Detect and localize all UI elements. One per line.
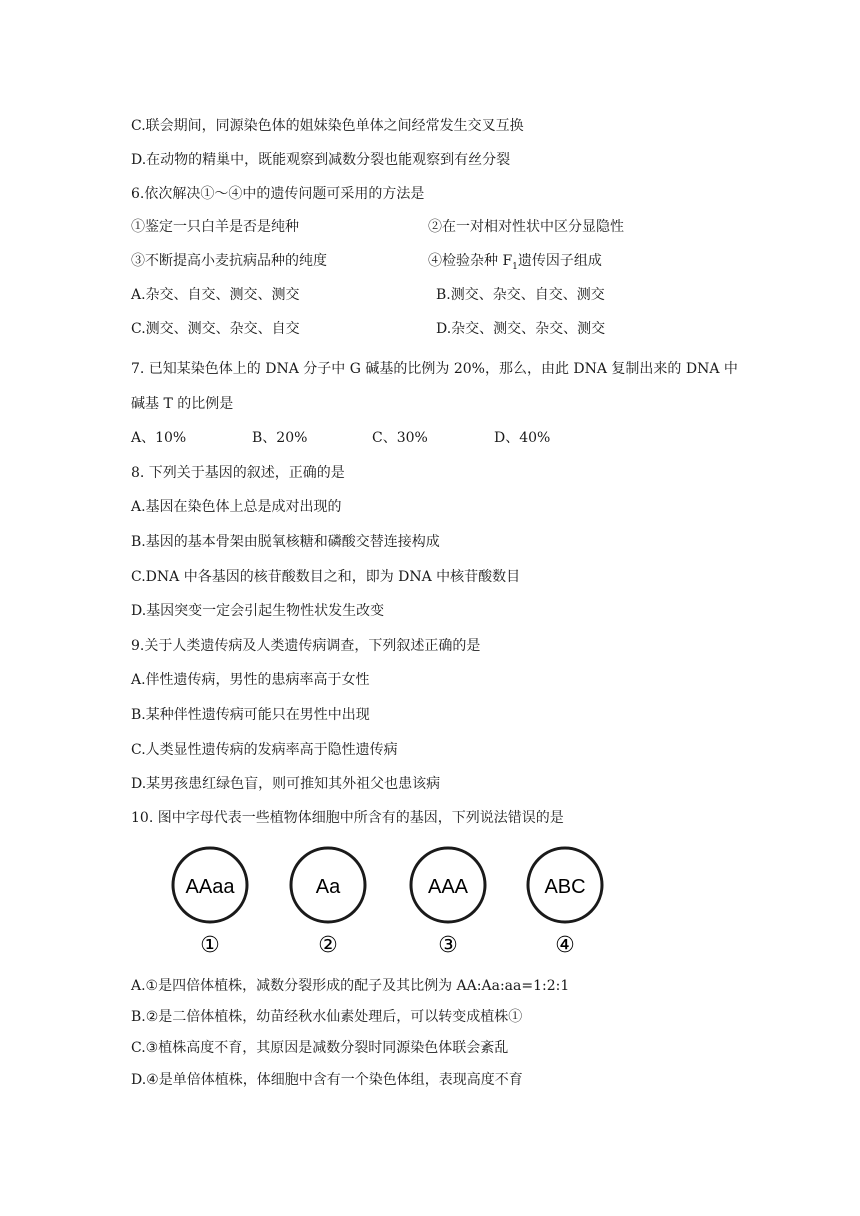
question-7-line2: 碱基 T 的比例是: [131, 396, 234, 412]
q7-option-c: C、30%: [372, 430, 428, 446]
cell-4: [528, 848, 602, 958]
q6-item-1: ①鉴定一只白羊是否是纯种: [131, 219, 299, 235]
question-6: 6.依次解决①～④中的遗传问题可采用的方法是: [131, 186, 425, 202]
question-7-line1: 7. 已知某染色体上的 DNA 分子中 G 碱基的比例为 20%，那么，由此 DNA 复制出来的 DNA 中: [131, 361, 738, 377]
question-10: 10. 图中字母代表一些植物体细胞中所含有的基因，下列说法错误的是: [131, 810, 564, 826]
cell-1-number: ①: [200, 933, 220, 958]
line-q5-c: C.联会期间，同源染色体的姐妹染色单体之间经常发生交叉互换: [131, 118, 524, 134]
cell-3-number: ③: [438, 933, 458, 958]
q6-item-4-text: ④检验杂种 F: [428, 253, 513, 269]
cell-4-genes: ABC: [544, 876, 586, 898]
q8-option-b: B.基因的基本骨架由脱氧核糖和磷酸交替连接构成: [131, 534, 440, 550]
q9-option-d: D.某男孩患红绿色盲，则可推知其外祖父也患该病: [131, 776, 441, 792]
q6-item-4: [428, 251, 602, 277]
cell-4-number: ④: [555, 933, 575, 958]
q8-option-d: D.基因突变一定会引起生物性状发生改变: [131, 603, 385, 619]
q6-option-d: D.杂交、测交、杂交、测交: [436, 321, 606, 337]
q7-option-a: A、10%: [131, 430, 187, 446]
question-8: 8. 下列关于基因的叙述，正确的是: [131, 465, 345, 481]
q6-option-a: A.杂交、自交、测交、测交: [131, 287, 300, 303]
q7-option-b: B、20%: [252, 430, 308, 446]
q10-option-b: B.②是二倍体植株，幼苗经秋水仙素处理后，可以转变成植株①: [131, 1009, 523, 1025]
q6-item-4-sub: 1: [512, 261, 518, 272]
q7-option-d: D、40%: [494, 430, 551, 446]
cell-3-genes: AAA: [427, 876, 469, 898]
cell-1-genes: AAaa: [185, 876, 235, 898]
q8-option-c: C.DNA 中各基因的核苷酸数目之和，即为 DNA 中核苷酸数目: [131, 569, 521, 585]
cell-2-number: ②: [318, 933, 338, 958]
q10-option-c: C.③植株高度不育，其原因是减数分裂时同源染色体联会紊乱: [131, 1040, 509, 1056]
q8-option-a: A.基因在染色体上总是成对出现的: [131, 499, 342, 515]
q6-item-2: ②在一对相对性状中区分显隐性: [428, 219, 624, 235]
question-9: 9.关于人类遗传病及人类遗传病调查，下列叙述正确的是: [131, 638, 481, 654]
cell-1: [173, 848, 247, 958]
q6-option-c: C.测交、测交、杂交、自交: [131, 321, 300, 337]
q10-option-a: A.①是四倍体植株，减数分裂形成的配子及其比例为 AA:Aa:aa=1:2:1: [131, 978, 570, 994]
cell-3: [411, 848, 485, 958]
q6-item-4-rest: 遗传因子组成: [517, 253, 602, 269]
q6-item-3: ③不断提高小麦抗病品种的纯度: [131, 253, 327, 269]
q6-option-b: B.测交、杂交、自交、测交: [436, 287, 605, 303]
q9-option-a: A.伴性遗传病，男性的患病率高于女性: [131, 672, 370, 688]
cell-diagram: [160, 840, 620, 960]
q10-option-d: D.④是单倍体植株，体细胞中含有一个染色体组，表现高度不育: [131, 1072, 523, 1088]
q9-option-b: B.某种伴性遗传病可能只在男性中出现: [131, 707, 370, 723]
cell-2: [291, 848, 365, 958]
line-q5-d: D.在动物的精巢中，既能观察到减数分裂也能观察到有丝分裂: [131, 152, 511, 168]
cell-2-genes: Aa: [315, 876, 341, 898]
q9-option-c: C.人类显性遗传病的发病率高于隐性遗传病: [131, 742, 398, 758]
